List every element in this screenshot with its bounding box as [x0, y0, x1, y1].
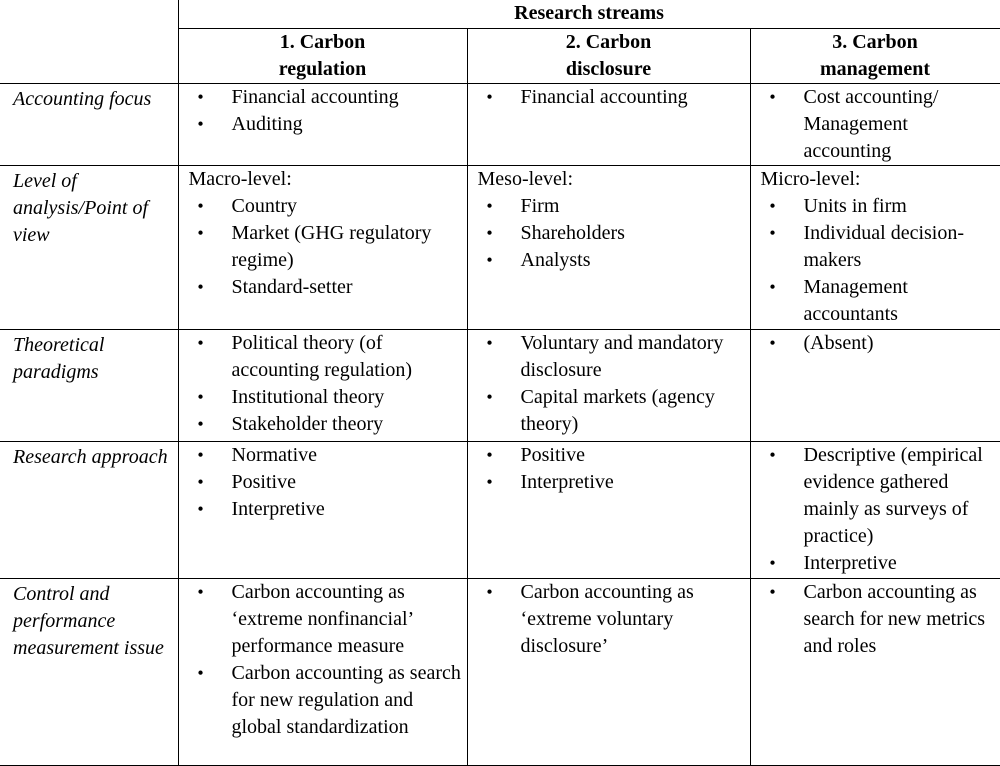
list-item: [179, 274, 467, 301]
list-item: [468, 384, 750, 438]
bullet-list: [179, 84, 467, 138]
row-accounting-focus: [0, 84, 1000, 166]
bullet-list: [751, 442, 1000, 577]
list-item-text: Auditing: [231, 113, 303, 135]
bullet-list: [468, 84, 750, 111]
bullet-icon: •: [769, 87, 776, 107]
list-item: [468, 84, 750, 111]
corner-cell-lower: [0, 29, 178, 84]
list-item: [751, 274, 1000, 328]
list-item-text: Political theory (of accounting regulation): [231, 332, 412, 381]
list-item-text: Carbon accounting as ‘extreme nonfinancial’ performance measure: [231, 581, 413, 657]
cell-carbon-disclosure: [467, 442, 750, 579]
column-header-disclosure: [467, 29, 750, 84]
list-item: [751, 193, 1000, 220]
bullet-icon: •: [197, 445, 204, 465]
bullet-list: [751, 579, 1000, 660]
list-item-text: Firm: [520, 195, 560, 217]
list-item-text: Stakeholder theory: [231, 413, 384, 435]
bullet-list: [179, 330, 467, 438]
level-label: Macro-level:: [188, 168, 292, 190]
list-item-text: Descriptive (empirical evidence gathered mainly as surveys of practice): [803, 444, 983, 547]
cell-carbon-disclosure: [467, 579, 750, 766]
list-item: [751, 220, 1000, 274]
list-item: [179, 469, 467, 496]
column-header-line: 3. Carbon: [832, 31, 918, 53]
cell-carbon-disclosure: [467, 166, 750, 330]
corner-cell: [0, 0, 178, 29]
bullet-icon: •: [486, 223, 493, 243]
stream-title-row: [0, 0, 1000, 29]
list-item: [179, 111, 467, 138]
list-item-text: Voluntary and mandatory disclosure: [520, 332, 724, 381]
cell-carbon-regulation: [178, 166, 467, 330]
list-item: [751, 442, 1000, 550]
bullet-icon: •: [769, 277, 776, 297]
list-item: [751, 84, 1000, 165]
list-item-text: Financial accounting: [520, 86, 688, 108]
cell-carbon-management: [750, 166, 1000, 330]
list-item-text: Financial accounting: [231, 86, 399, 108]
cell-carbon-management: [750, 330, 1000, 442]
bullet-icon: •: [197, 87, 204, 107]
bullet-icon: •: [486, 333, 493, 353]
bullet-icon: •: [486, 582, 493, 602]
column-header-regulation: [178, 29, 467, 84]
bullet-list: [468, 330, 750, 438]
list-item-text: Analysts: [520, 249, 591, 271]
column-header-line: regulation: [278, 58, 367, 80]
list-item: [179, 193, 467, 220]
list-item: [468, 442, 750, 469]
list-item-text: Interpretive: [520, 471, 614, 493]
list-item: [179, 496, 467, 523]
list-item: [468, 579, 750, 660]
list-item-text: Standard-setter: [231, 276, 353, 298]
row-label: Control and performance measurement issue: [13, 583, 164, 659]
bullet-list: [179, 442, 467, 523]
level-label: Meso-level:: [477, 168, 574, 190]
bullet-icon: •: [769, 196, 776, 216]
column-header-row: [0, 29, 1000, 84]
column-header-line: management: [820, 58, 930, 80]
column-header-line: disclosure: [565, 58, 652, 80]
row-label-cell: [0, 579, 178, 766]
bullet-icon: •: [769, 223, 776, 243]
bullet-icon: •: [486, 387, 493, 407]
list-item-text: Management accountants: [803, 276, 908, 325]
column-header-line: 2. Carbon: [565, 31, 652, 53]
cell-carbon-management: [750, 579, 1000, 766]
list-item-text: Individual decision-makers: [803, 222, 965, 271]
row-level-of-analysis: [0, 166, 1000, 330]
cell-carbon-regulation: [178, 330, 467, 442]
bullet-icon: •: [769, 445, 776, 465]
list-item-text: Interpretive: [231, 498, 325, 520]
bullet-icon: •: [769, 582, 776, 602]
bullet-icon: •: [197, 663, 204, 683]
bullet-icon: •: [769, 333, 776, 353]
bullet-list: [751, 193, 1000, 328]
list-item: [468, 220, 750, 247]
list-item: [179, 579, 467, 660]
list-item-text: Country: [231, 195, 298, 217]
cell-carbon-management: [750, 442, 1000, 579]
column-header-management: [750, 29, 1000, 84]
list-item: [468, 469, 750, 496]
cell-carbon-disclosure: [467, 84, 750, 166]
row-label-cell: [0, 166, 178, 330]
cell-carbon-regulation: [178, 84, 467, 166]
list-item: [179, 84, 467, 111]
bullet-icon: •: [197, 114, 204, 134]
bullet-list: [179, 193, 467, 301]
bullet-icon: •: [197, 333, 204, 353]
row-theoretical-paradigms: [0, 330, 1000, 442]
list-item-text: Carbon accounting as search for new metrics and roles: [803, 581, 986, 657]
bullet-list: [468, 442, 750, 496]
list-item: [751, 579, 1000, 660]
bullet-icon: •: [486, 196, 493, 216]
list-item-text: (Absent): [803, 332, 874, 354]
row-label-cell: [0, 330, 178, 442]
bullet-icon: •: [486, 250, 493, 270]
level-label: Micro-level:: [760, 168, 861, 190]
list-item: [751, 550, 1000, 577]
bullet-list: [751, 84, 1000, 165]
list-item-text: Cost accounting/ Management accounting: [803, 86, 939, 162]
row-label: Level of analysis/Point of view: [13, 170, 148, 246]
bullet-icon: •: [197, 414, 204, 434]
row-research-approach: [0, 442, 1000, 579]
list-item-text: Capital markets (agency theory): [520, 386, 715, 435]
bullet-icon: •: [197, 472, 204, 492]
bullet-list: [179, 579, 467, 741]
cell-carbon-regulation: [178, 579, 467, 766]
column-header-line: 1. Carbon: [279, 31, 366, 53]
list-item-text: Normative: [231, 444, 318, 466]
list-item-text: Interpretive: [803, 552, 897, 574]
list-item-text: Carbon accounting as ‘extreme voluntary disclosure’: [520, 581, 694, 657]
list-item: [468, 330, 750, 384]
bullet-icon: •: [486, 87, 493, 107]
row-label: Theoretical paradigms: [13, 334, 105, 383]
bullet-icon: •: [769, 553, 776, 573]
cell-carbon-regulation: [178, 442, 467, 579]
bullet-icon: •: [197, 223, 204, 243]
row-label-cell: [0, 84, 178, 166]
bullet-icon: •: [197, 582, 204, 602]
list-item: [179, 220, 467, 274]
row-control-performance: [0, 579, 1000, 766]
list-item: [179, 411, 467, 438]
list-item: [468, 247, 750, 274]
list-item: [179, 384, 467, 411]
bullet-icon: •: [197, 277, 204, 297]
list-item-text: Positive: [520, 444, 585, 466]
bullet-icon: •: [486, 472, 493, 492]
row-label-cell: [0, 442, 178, 579]
list-item: [751, 330, 1000, 357]
list-item: [179, 660, 467, 741]
bullet-list: [468, 193, 750, 274]
list-item-text: Market (GHG regulatory regime): [231, 222, 432, 271]
row-label: Accounting focus: [13, 88, 152, 110]
bullet-icon: •: [197, 196, 204, 216]
list-item-text: Carbon accounting as search for new regulation and global standardization: [231, 662, 461, 738]
list-item: [179, 330, 467, 384]
bullet-icon: •: [197, 387, 204, 407]
bullet-list: [751, 330, 1000, 357]
list-item-text: Institutional theory: [231, 386, 385, 408]
bullet-icon: •: [486, 445, 493, 465]
list-item-text: Positive: [231, 471, 296, 493]
cell-carbon-disclosure: [467, 330, 750, 442]
cell-carbon-management: [750, 84, 1000, 166]
bullet-icon: •: [197, 499, 204, 519]
bullet-list: [468, 579, 750, 660]
list-item-text: Shareholders: [520, 222, 625, 244]
list-item: [179, 442, 467, 469]
list-item-text: Units in firm: [803, 195, 907, 217]
stream-title: Research streams: [178, 0, 1000, 29]
list-item: [468, 193, 750, 220]
row-label: Research approach: [13, 446, 168, 468]
